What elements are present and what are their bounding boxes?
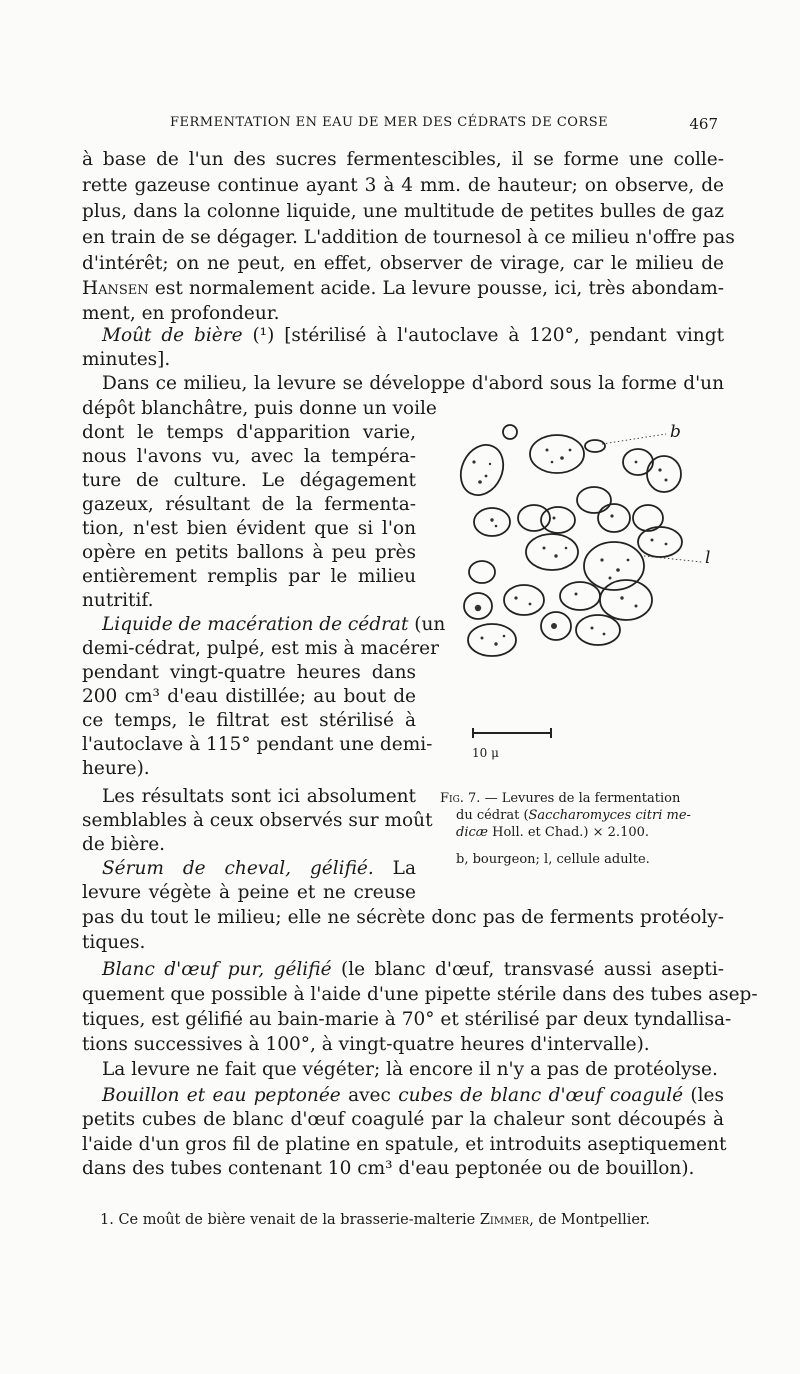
yeast-cell: [518, 505, 550, 531]
body-line: demi-cédrat, pulpé, est mis à macérer: [82, 638, 439, 659]
body-line: tiques.: [82, 932, 146, 953]
yeast-bud: [503, 425, 517, 439]
body-line: Sérum de cheval, gélifié. La: [102, 858, 416, 879]
body-line: Hansen est normalement acide. La levure pousse, ici, très abondam-: [82, 278, 724, 299]
scale-label: 10 μ: [472, 746, 499, 760]
species-name: Saccharomyces citri me-: [528, 808, 691, 823]
body-line: Bouillon et eau peptonée avec cubes de blanc d'œuf coagulé (les: [102, 1085, 724, 1106]
body-line: entièrement remplis par le milieu: [82, 566, 416, 587]
body-line: petits cubes de blanc d'œuf coagulé par la chaleur sont découpés à: [82, 1109, 724, 1130]
body-line: quement que possible à l'aide d'une pipette stérile dans des tubes asep-: [82, 984, 758, 1005]
body-line: 200 cm³ d'eau distillée; au bout de: [82, 686, 416, 707]
label-bud: b: [670, 422, 681, 442]
medium-title: Bouillon et eau peptonée: [102, 1085, 341, 1106]
body-line: pendant vingt-quatre heures dans: [82, 662, 416, 683]
author-name: Hansen: [82, 278, 149, 299]
body-line: levure végète à peine et ne creuse: [82, 882, 416, 903]
yeast-cell: [577, 487, 611, 513]
body-line: Moût de bière (¹) [stérilisé à l'autoclave à 120°, pendant vingt: [102, 325, 724, 346]
yeast-cell: [504, 585, 544, 615]
body-line: en train de se dégager. L'addition de tournesol à ce milieu n'offre pas: [82, 227, 735, 248]
yeast-cell: [474, 508, 510, 536]
scale-bar-tick: [472, 728, 474, 738]
yeast-bud: [585, 440, 605, 452]
yeast-cell: [469, 561, 495, 583]
yeast-cell: [530, 435, 584, 473]
label-adult-cell: l: [705, 548, 711, 568]
footnote: 1. Ce moût de bière venait de la brasserie-malterie Zimmer, de Montpellier.: [100, 1212, 650, 1228]
medium-title: Blanc d'œuf pur, gélifié: [102, 959, 332, 980]
body-line: Blanc d'œuf pur, gélifié (le blanc d'œuf, transvasé aussi asepti-: [102, 959, 724, 980]
body-line: dans des tubes contenant 10 cm³ d'eau peptonée ou de bouillon).: [82, 1158, 695, 1179]
body-line: d'intérêt; on ne peut, en effet, observer de virage, car le milieu de: [82, 253, 724, 274]
body-line: heure).: [82, 758, 150, 779]
body-line: ce temps, le filtrat est stérilisé à: [82, 710, 416, 731]
body-line: tiques, est gélifié au bain-marie à 70° et stérilisé par deux tyndallisa-: [82, 1009, 732, 1030]
brewery-name: Zimmer: [479, 1212, 530, 1228]
body-line: pas du tout le milieu; elle ne sécrète donc pas de ferments protéoly-: [82, 907, 724, 928]
scale-bar-tick: [550, 728, 552, 738]
yeast-cell: [453, 438, 511, 502]
medium-title: Sérum de cheval, gélifié.: [102, 858, 374, 879]
body-line: nutritif.: [82, 590, 154, 611]
body-line: gazeux, résultant de la fermenta-: [82, 494, 416, 515]
body-line: ture de culture. Le dégagement: [82, 470, 416, 491]
yeast-cell: [638, 527, 682, 557]
figure-yeast-cells: [452, 420, 752, 780]
yeast-cell: [468, 624, 516, 656]
running-header: [170, 115, 718, 133]
body-line: à base de l'un des sucres fermentescibles, il se forme une colle-: [82, 149, 724, 170]
body-line: La levure ne fait que végéter; là encore il n'y a pas de protéolyse.: [102, 1059, 718, 1080]
yeast-cell: [541, 507, 575, 533]
page-number: 467: [689, 115, 718, 133]
body-line: semblables à ceux observés sur moût: [82, 810, 433, 831]
yeast-cell: [560, 582, 600, 610]
scale-bar: [472, 732, 552, 734]
species-name-end: dicæ: [456, 825, 488, 840]
body-line: de bière.: [82, 834, 166, 855]
footnote-number: 1.: [100, 1212, 114, 1228]
figure-caption: Fig. 7. — Levures de la fermentation du cédrat (Saccharomyces citri me- dicæ Holl. et Chad.) × 2.100. b, bourgeon; l, cellule adulte.: [440, 791, 691, 867]
body-line: Dans ce milieu, la levure se développe d'abord sous la forme d'un: [102, 373, 724, 394]
body-line: Les résultats sont ici absolument: [102, 786, 416, 807]
yeast-cell: [600, 580, 652, 620]
medium-title: cubes de blanc d'œuf coagulé: [398, 1085, 684, 1106]
body-line: Liquide de macération de cédrat (un: [102, 614, 446, 635]
body-line: rette gazeuse continue ayant 3 à 4 mm. de hauteur; on observe, de: [82, 175, 724, 196]
body-line: dépôt blanchâtre, puis donne un voile: [82, 398, 437, 419]
body-line: l'aide d'un gros fil de platine en spatule, et introduits aseptiquement: [82, 1134, 727, 1155]
body-line: minutes].: [82, 349, 171, 370]
body-line: dont le temps d'apparition varie,: [82, 422, 416, 443]
yeast-cell: [526, 534, 578, 570]
medium-title: Liquide de macération de cédrat: [102, 614, 409, 635]
body-line: ment, en profondeur.: [82, 303, 280, 324]
body-line: plus, dans la colonne liquide, une multitude de petites bulles de gaz: [82, 201, 724, 222]
yeast-cell: [623, 449, 653, 475]
medium-title: Moût de bière: [102, 325, 243, 346]
yeast-cells-drawing: [452, 420, 752, 780]
body-line: l'autoclave à 115° pendant une demi-: [82, 734, 433, 755]
body-line: nous l'avons vu, avec la tempéra-: [82, 446, 416, 467]
yeast-cell: [598, 504, 630, 532]
body-line: tion, n'est bien évident que si l'on: [82, 518, 416, 539]
running-title: FERMENTATION EN EAU DE MER DES CÉDRATS DE CORSE: [170, 115, 609, 130]
figure-number: Fig. 7.: [440, 791, 481, 806]
body-line: tions successives à 100°, à vingt-quatre heures d'intervalle).: [82, 1034, 650, 1055]
yeast-cell: [647, 456, 681, 492]
yeast-cell: [576, 615, 620, 645]
body-line: opère en petits ballons à peu près: [82, 542, 416, 563]
